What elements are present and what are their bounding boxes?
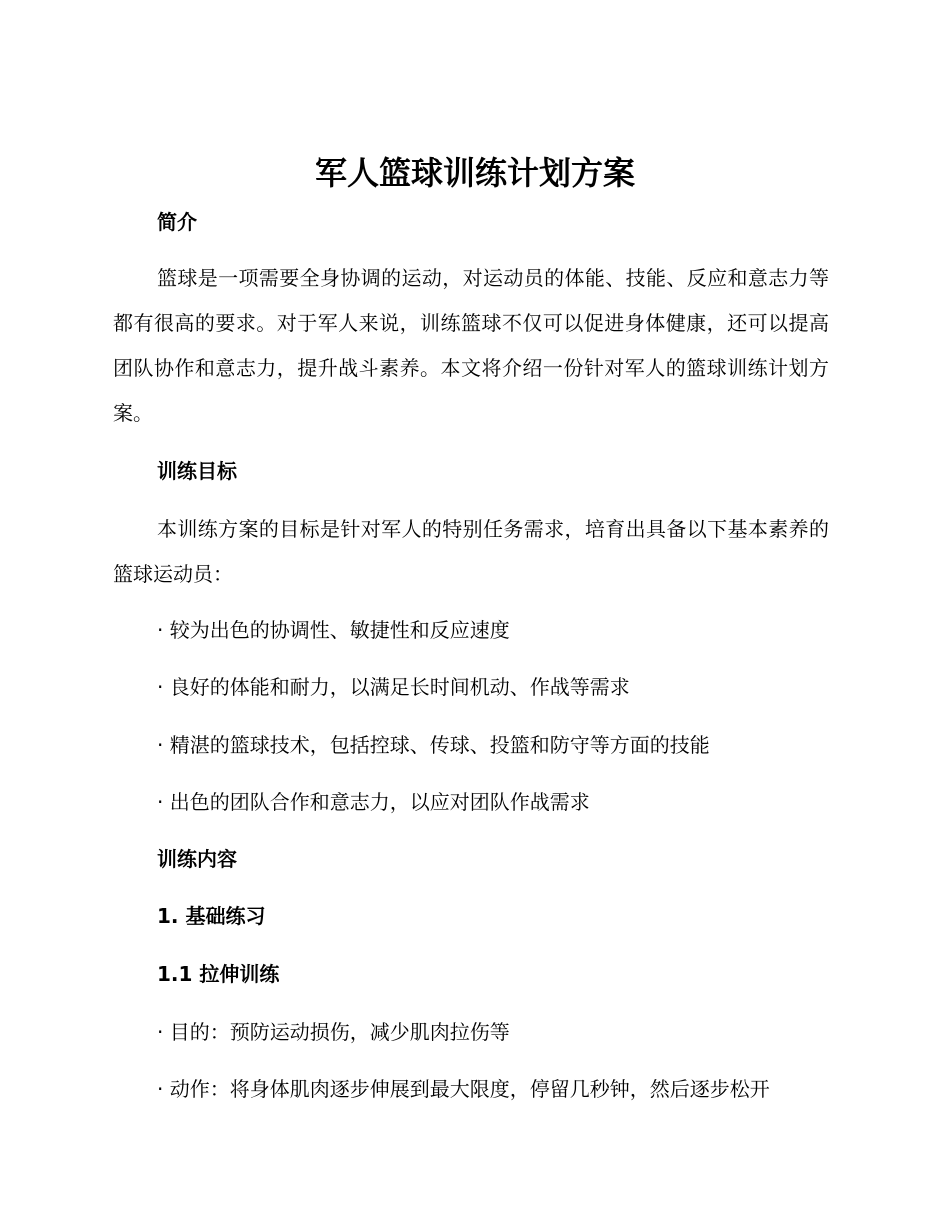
section-1-1-item: · 动作：将身体肌肉逐步伸展到最大限度，停留几秒钟，然后逐步松开 [157, 1077, 770, 1101]
goal-item: · 较为出色的协调性、敏捷性和反应速度 [157, 618, 510, 642]
intro-heading: 简介 [157, 210, 197, 234]
goal-item: · 良好的体能和耐力，以满足长时间机动、作战等需求 [157, 675, 630, 699]
goal-item: · 出色的团队合作和意志力，以应对团队作战需求 [157, 790, 590, 814]
intro-paragraph: 篮球是一项需要全身协调的运动，对运动员的体能、技能、反应和意志力等都有很高的要求。对于军人来说，训练篮球不仅可以促进身体健康，还可以提高团队协作和意志力，提升战斗素养。本文将介绍一份针对军人的篮球训练计划方案。 [113, 266, 829, 425]
section-1-heading: 1. 基础练习 [157, 904, 266, 928]
section-1-1-item: · 目的：预防运动损伤，减少肌肉拉伤等 [157, 1020, 510, 1044]
goal-item: · 精湛的篮球技术，包括控球、传球、投篮和防守等方面的技能 [157, 733, 710, 757]
goal-heading: 训练目标 [157, 459, 237, 483]
document-title: 军人篮球训练计划方案 [314, 154, 635, 192]
section-1-1-heading: 1.1 拉伸训练 [157, 962, 280, 986]
goal-paragraph: 本训练方案的目标是针对军人的特别任务需求，培育出具备以下基本素养的篮球运动员： [113, 517, 829, 586]
content-heading: 训练内容 [157, 847, 237, 871]
